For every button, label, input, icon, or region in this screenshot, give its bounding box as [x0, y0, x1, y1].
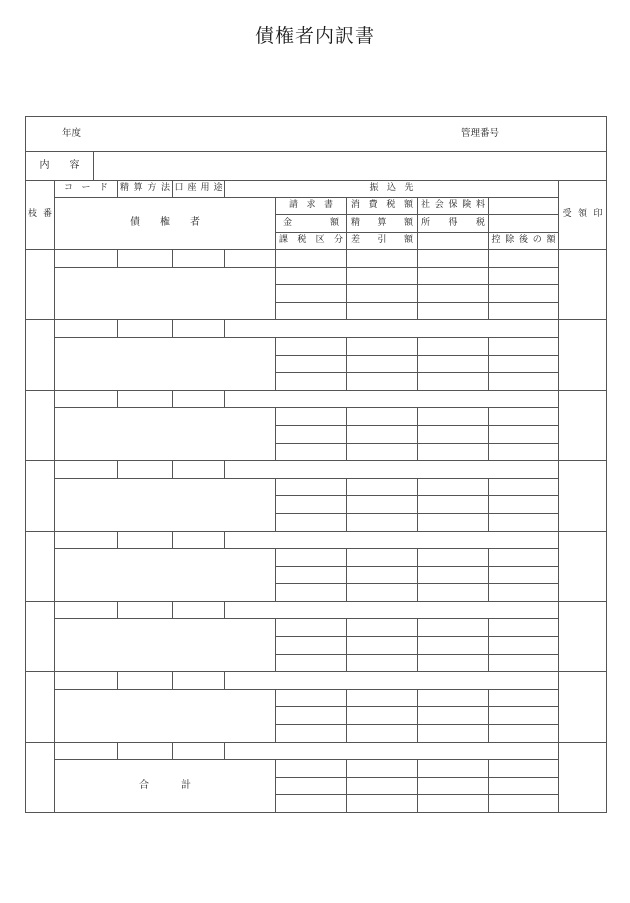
code-cell	[55, 320, 118, 338]
code-label: コ ー ド	[64, 183, 108, 193]
branch-number-cell	[26, 601, 55, 671]
income-tax-label: 所 得 税	[421, 217, 485, 228]
deduction-cell	[489, 425, 559, 443]
account-usage-cell	[173, 320, 225, 338]
creditor-name-cell	[55, 689, 276, 742]
insurance-income-tax-cell	[418, 267, 489, 285]
tax-settlement-cell	[347, 302, 418, 320]
insurance-income-tax-cell	[418, 408, 489, 426]
deduction-cell	[489, 566, 559, 584]
deduction-cell	[489, 795, 559, 813]
creditor-breakdown-table	[25, 116, 607, 813]
tax-settlement-cell	[347, 425, 418, 443]
deduction-cell	[489, 513, 559, 531]
insurance-income-tax-cell	[418, 637, 489, 655]
account-usage-cell	[173, 672, 225, 690]
receipt-seal-cell	[559, 672, 607, 742]
receipt-seal-cell	[559, 250, 607, 320]
creditor-name-cell	[55, 267, 276, 320]
account-usage-cell	[173, 742, 225, 760]
insurance-income-tax-cell	[418, 373, 489, 391]
tax-settlement-cell	[347, 355, 418, 373]
column-header-row	[26, 198, 607, 215]
tax-settlement-cell	[347, 250, 418, 268]
deduction-cell	[489, 443, 559, 461]
settlement-method-cell	[118, 320, 173, 338]
fiscal-year-wrap	[26, 117, 606, 151]
account-usage-cell	[173, 461, 225, 479]
code-cell	[55, 461, 118, 479]
branch-number-header	[26, 181, 55, 250]
tax-settlement-cell	[347, 408, 418, 426]
entry-amount-row	[26, 337, 607, 355]
net-amount-label: 差 引 額	[351, 235, 413, 245]
social-insurance-label: 社 会 保 険 料	[421, 200, 485, 210]
transfer-destination-cell	[225, 672, 559, 690]
tax-settlement-cell	[347, 267, 418, 285]
receipt-seal-cell	[559, 601, 607, 671]
entry-top-row	[26, 672, 607, 690]
after-deduction-header	[489, 233, 559, 250]
invoice-amount-cell	[276, 355, 347, 373]
tax-settlement-cell	[347, 478, 418, 496]
creditor-name-cell	[55, 337, 276, 390]
content-label-cell	[26, 152, 94, 181]
branch-number-cell	[26, 742, 55, 812]
invoice-amount-cell	[276, 425, 347, 443]
insurance-income-tax-cell	[418, 478, 489, 496]
tax-settlement-cell	[347, 619, 418, 637]
insurance-income-tax-cell	[418, 250, 489, 268]
deduction-cell	[489, 777, 559, 795]
invoice-amount-cell	[276, 707, 347, 725]
settlement-method-cell	[118, 742, 173, 760]
insurance-income-tax-cell	[418, 777, 489, 795]
insurance-income-tax-cell	[418, 496, 489, 514]
creditor-label: 債 権 者	[130, 217, 200, 229]
tax-settlement-cell	[347, 654, 418, 672]
invoice-header	[276, 198, 347, 215]
receipt-seal-cell	[559, 742, 607, 812]
settlement-method-header	[118, 181, 173, 198]
settlement-method-cell	[118, 531, 173, 549]
content-row	[26, 152, 607, 181]
insurance-income-tax-cell	[418, 619, 489, 637]
entry-amount-row	[26, 267, 607, 285]
deduction-cell	[489, 302, 559, 320]
blank-header-cell	[489, 198, 559, 215]
account-usage-label: 口 座 用 途	[174, 183, 223, 193]
invoice-amount-cell	[276, 443, 347, 461]
transfer-destination-label: 振 込 先	[369, 183, 414, 193]
entry-amount-row	[26, 549, 607, 567]
code-cell	[55, 250, 118, 268]
entry-top-row	[26, 461, 607, 479]
code-cell	[55, 390, 118, 408]
deduction-cell	[489, 619, 559, 637]
invoice-amount-cell	[276, 566, 347, 584]
income-tax-header	[418, 215, 489, 233]
account-usage-cell	[173, 531, 225, 549]
transfer-destination-cell	[225, 320, 559, 338]
blank-header-cell	[418, 233, 489, 250]
entry-amount-row	[26, 619, 607, 637]
fiscal-year-label: 年度	[62, 128, 82, 139]
deduction-cell	[489, 478, 559, 496]
fiscal-year-row	[26, 117, 607, 152]
tax-settlement-cell	[347, 285, 418, 303]
settlement-amount-label: 精 算 額	[351, 217, 413, 228]
amount-header	[276, 215, 347, 233]
tax-settlement-cell	[347, 513, 418, 531]
deduction-cell	[489, 637, 559, 655]
transfer-destination-cell	[225, 742, 559, 760]
total-label: 合 計	[139, 779, 191, 791]
insurance-income-tax-cell	[418, 795, 489, 813]
creditor-name-cell	[55, 478, 276, 531]
branch-number-cell	[26, 672, 55, 742]
entry-amount-row	[26, 760, 607, 778]
invoice-amount-cell	[276, 760, 347, 778]
management-number-label: 管理番号	[461, 128, 500, 139]
transfer-destination-cell	[225, 461, 559, 479]
insurance-income-tax-cell	[418, 689, 489, 707]
amount-label: 金 額	[283, 217, 339, 228]
code-cell	[55, 531, 118, 549]
tax-settlement-cell	[347, 584, 418, 602]
insurance-income-tax-cell	[418, 425, 489, 443]
settlement-amount-header	[347, 215, 418, 233]
deduction-cell	[489, 760, 559, 778]
creditor-header	[55, 198, 276, 250]
deduction-cell	[489, 725, 559, 743]
tax-settlement-cell	[347, 637, 418, 655]
deduction-cell	[489, 267, 559, 285]
receipt-seal-cell	[559, 531, 607, 601]
tax-settlement-cell	[347, 777, 418, 795]
invoice-amount-cell	[276, 337, 347, 355]
insurance-income-tax-cell	[418, 654, 489, 672]
code-cell	[55, 742, 118, 760]
branch-number-cell	[26, 531, 55, 601]
insurance-income-tax-cell	[418, 707, 489, 725]
tax-settlement-cell	[347, 549, 418, 567]
transfer-destination-cell	[225, 531, 559, 549]
entry-top-row	[26, 601, 607, 619]
invoice-amount-cell	[276, 478, 347, 496]
insurance-income-tax-cell	[418, 760, 489, 778]
account-usage-header	[173, 181, 225, 198]
invoice-label: 請 求 書	[289, 200, 333, 210]
tax-settlement-cell	[347, 373, 418, 391]
insurance-income-tax-cell	[418, 725, 489, 743]
total-label-cell	[55, 760, 276, 813]
invoice-amount-cell	[276, 302, 347, 320]
invoice-amount-cell	[276, 637, 347, 655]
deduction-cell	[489, 250, 559, 268]
insurance-income-tax-cell	[418, 443, 489, 461]
blank-header-cell	[489, 215, 559, 233]
account-usage-cell	[173, 601, 225, 619]
settlement-method-cell	[118, 601, 173, 619]
content-value-cell	[94, 152, 607, 181]
transfer-destination-header	[225, 181, 559, 198]
invoice-amount-cell	[276, 267, 347, 285]
entry-top-row	[26, 531, 607, 549]
tax-category-header	[276, 233, 347, 250]
entry-top-row	[26, 742, 607, 760]
code-cell	[55, 672, 118, 690]
deduction-cell	[489, 373, 559, 391]
invoice-amount-cell	[276, 549, 347, 567]
deduction-cell	[489, 337, 559, 355]
tax-settlement-cell	[347, 496, 418, 514]
settlement-method-cell	[118, 390, 173, 408]
settlement-method-cell	[118, 672, 173, 690]
tax-category-label: 課 税 区 分	[279, 235, 343, 245]
code-header	[55, 181, 118, 198]
tax-settlement-cell	[347, 443, 418, 461]
consumption-tax-header	[347, 198, 418, 215]
insurance-income-tax-cell	[418, 513, 489, 531]
receipt-seal-cell	[559, 461, 607, 531]
invoice-amount-cell	[276, 654, 347, 672]
branch-number-label: 枝 番	[28, 209, 52, 219]
invoice-amount-cell	[276, 250, 347, 268]
insurance-income-tax-cell	[418, 285, 489, 303]
tax-settlement-cell	[347, 337, 418, 355]
invoice-amount-cell	[276, 584, 347, 602]
invoice-amount-cell	[276, 619, 347, 637]
code-cell	[55, 601, 118, 619]
after-deduction-label: 控 除 後 の 額	[491, 235, 556, 245]
consumption-tax-label: 消 費 税 額	[351, 200, 413, 210]
receipt-seal-cell	[559, 320, 607, 390]
invoice-amount-cell	[276, 513, 347, 531]
creditor-name-cell	[55, 619, 276, 672]
settlement-method-cell	[118, 461, 173, 479]
invoice-amount-cell	[276, 496, 347, 514]
entry-amount-row	[26, 408, 607, 426]
net-amount-header	[347, 233, 418, 250]
invoice-amount-cell	[276, 373, 347, 391]
document-title: 債権者内訳書	[254, 25, 375, 47]
creditor-name-cell	[55, 408, 276, 461]
invoice-amount-cell	[276, 777, 347, 795]
tax-settlement-cell	[347, 689, 418, 707]
branch-number-cell	[26, 390, 55, 460]
entry-top-row	[26, 250, 607, 268]
transfer-destination-cell	[225, 601, 559, 619]
transfer-destination-cell	[225, 250, 276, 268]
deduction-cell	[489, 689, 559, 707]
branch-number-cell	[26, 250, 55, 320]
tax-settlement-cell	[347, 795, 418, 813]
invoice-amount-cell	[276, 795, 347, 813]
deduction-cell	[489, 654, 559, 672]
tax-settlement-cell	[347, 566, 418, 584]
deduction-cell	[489, 707, 559, 725]
account-usage-cell	[173, 250, 225, 268]
tax-settlement-cell	[347, 707, 418, 725]
entry-top-row	[26, 390, 607, 408]
receipt-seal-label: 受 領 印	[562, 209, 603, 219]
receipt-seal-cell	[559, 390, 607, 460]
tax-settlement-cell	[347, 760, 418, 778]
branch-number-cell	[26, 320, 55, 390]
transfer-destination-cell	[225, 390, 559, 408]
entry-amount-row	[26, 689, 607, 707]
settlement-method-cell	[118, 250, 173, 268]
receipt-seal-header	[559, 181, 607, 250]
tax-settlement-cell	[347, 725, 418, 743]
invoice-amount-cell	[276, 725, 347, 743]
invoice-amount-cell	[276, 689, 347, 707]
account-usage-cell	[173, 390, 225, 408]
deduction-cell	[489, 496, 559, 514]
deduction-cell	[489, 408, 559, 426]
insurance-income-tax-cell	[418, 355, 489, 373]
insurance-income-tax-cell	[418, 302, 489, 320]
insurance-income-tax-cell	[418, 549, 489, 567]
insurance-income-tax-cell	[418, 337, 489, 355]
social-insurance-header	[418, 198, 489, 215]
creditor-name-cell	[55, 549, 276, 602]
content-label: 内 容	[39, 159, 80, 171]
entry-top-row	[26, 320, 607, 338]
entry-amount-row	[26, 478, 607, 496]
fiscal-year-cell	[26, 117, 607, 152]
insurance-income-tax-cell	[418, 566, 489, 584]
branch-number-cell	[26, 461, 55, 531]
deduction-cell	[489, 584, 559, 602]
invoice-amount-cell	[276, 285, 347, 303]
deduction-cell	[489, 549, 559, 567]
column-header-row	[26, 181, 607, 198]
deduction-cell	[489, 285, 559, 303]
invoice-amount-cell	[276, 408, 347, 426]
insurance-income-tax-cell	[418, 584, 489, 602]
settlement-method-label: 精 算 方 法	[120, 183, 170, 193]
deduction-cell	[489, 355, 559, 373]
